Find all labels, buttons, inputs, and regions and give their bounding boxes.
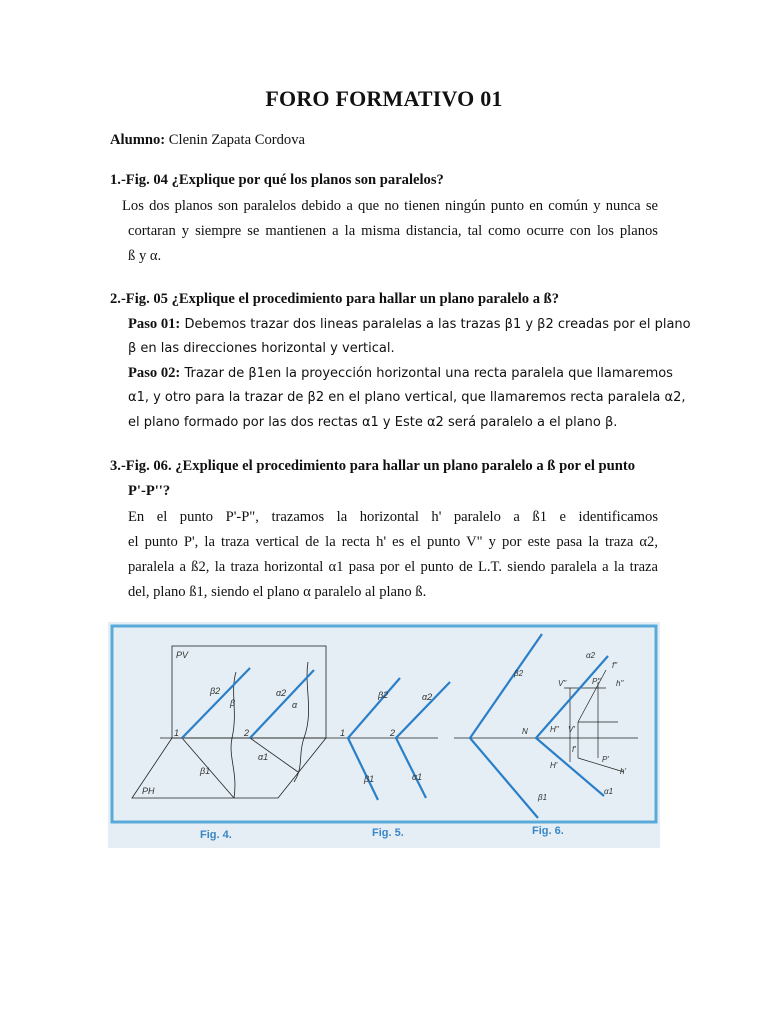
q2-step1-label: Paso 01: [128,316,181,332]
student-line [110,130,305,150]
caption-fig4: Fig. 4. [200,829,232,841]
fig6-label-f1: f' [572,745,576,754]
fig5-label-b2: β2 [378,690,389,700]
q2-step1-text-1: Debemos trazar dos lineas paralelas a las trazas β1 y β2 creadas por el plano [184,317,691,332]
question-1: 1.-Fig. 04 ¿Explique por qué los planos son paralelos? [110,172,444,188]
q1-answer-line-3: ß y α. [128,248,162,264]
fig5-label-b1: β1 [364,774,375,784]
figure-diagram [108,622,660,848]
question-3-line-2: P'-P''? [128,483,171,499]
fig4-label-a: α [292,700,298,710]
fig6-label-a1: α1 [604,787,614,796]
fig4-label-a2: α2 [276,688,287,698]
q1-answer-line-1: Los dos planos son paralelos debido a que no tienen ningún punto en común y nunca se [122,198,658,214]
caption-fig5: Fig. 5. [372,827,404,839]
fig6-label-h1: H' [550,761,558,770]
fig4-label-b2: β2 [210,686,221,696]
fig5-label-1: 1 [340,728,346,738]
fig6-label-h2: h" [616,679,624,688]
fig6-label-p1: P' [602,755,609,764]
student-name: Clenin Zapata Cordova [168,132,305,148]
fig6-label-f2: f" [612,661,618,670]
fig4-label-b1: β1 [200,766,211,776]
fig6-label-p2: P" [592,677,601,686]
fig6-label-v1: V' [568,725,575,734]
q2-step2-line-2: α1, y otro para la trazar de β2 en el plano vertical, que llamaremos recta paralela α2, [128,390,686,405]
q2-step2-label: Paso 02: [128,365,181,381]
q2-step1-line-1 [128,314,691,335]
fig6-label-b2: β2 [514,669,524,678]
student-label: Alumno: [110,132,166,148]
q3-answer-line-3: paralela a ß2, la traza horizontal α1 pasa por el punto de L.T. siendo paralela a la traza [128,559,658,575]
q2-step2-line-1 [128,363,673,384]
fig4-label-a1: α1 [258,752,269,762]
fig6-label-h1b: h' [620,767,626,776]
caption-fig6: Fig. 6. [532,825,564,837]
q3-answer-line-1: En el punto P'-P", trazamos la horizontal h' paralelo a ß1 e identificamos [128,509,658,525]
q3-answer-line-4: del, plano ß1, siendo el plano α paralelo al plano ß. [128,584,427,600]
q1-answer-line-2: cortaran y siempre se mantienen a la misma distancia, tal como ocurre con los planos [128,223,658,239]
document-title: FORO FORMATIVO 01 [265,86,503,111]
fig5-label-2: 2 [390,728,396,738]
fig4-label-1: 1 [174,728,180,738]
figure-background [108,622,660,848]
q2-step2-line-3: el plano formado por las dos rectas α1 y Este α2 será paralelo a el plano β. [128,415,618,430]
fig6-label-h2b: H" [550,725,559,734]
q2-step2-text-1: Trazar de β1en la proyección horizontal una recta paralela que llamaremos [184,366,673,381]
fig5-label-a1: α1 [412,772,423,782]
fig5-label-a2: α2 [422,692,433,702]
figure-svg [108,622,660,848]
question-2: 2.-Fig. 05 ¿Explique el procedimiento para hallar un plano paralelo a ß? [110,291,560,307]
fig4-label-ph: PH [142,786,155,796]
q3-answer-line-2: el punto P', la traza vertical de la recta h' es el punto V" y por este pasa la traza α2, [128,534,658,550]
fig6-label-v2: V" [558,679,567,688]
question-3-line-1: 3.-Fig. 06. ¿Explique el procedimiento para hallar un plano paralelo a ß por el punto [110,458,636,474]
fig6-label-n: N [522,727,528,736]
fig4-label-2: 2 [244,728,250,738]
fig4-label-b: β [230,698,236,708]
fig4-label-pv: PV [176,650,189,660]
q2-step1-line-2: β en las direcciones horizontal y vertical. [128,341,395,356]
fig6-label-a2: α2 [586,651,596,660]
fig6-label-b1: β1 [538,793,548,802]
